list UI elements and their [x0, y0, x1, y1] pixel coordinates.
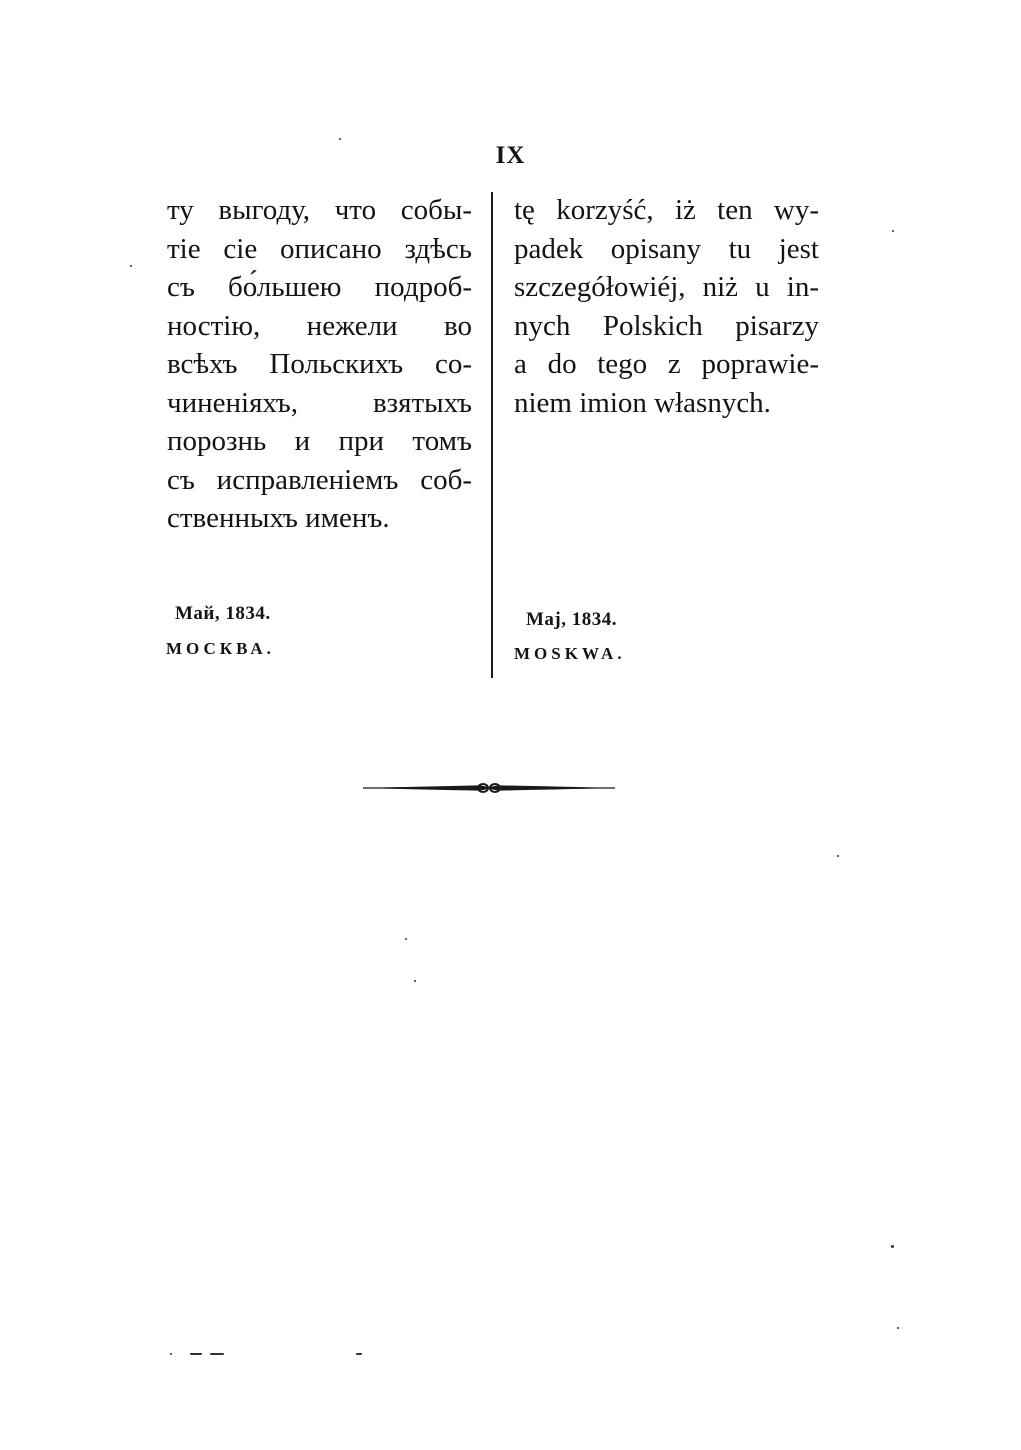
text-line: съ исправленіемъ соб- — [167, 463, 472, 496]
text-line: niem imion własnych. — [514, 386, 771, 419]
scan-speck — [210, 1353, 224, 1355]
text-line: ту выгоду, что собы- — [167, 194, 472, 226]
russian-text-column — [167, 191, 472, 538]
scan-speck — [405, 938, 407, 940]
text-line: съ бо́льшею подроб- — [167, 271, 472, 303]
text-line: padek opisany tu jest — [514, 232, 819, 265]
text-line: szczegółowiéj, niż u in- — [514, 271, 819, 303]
scan-speck — [837, 855, 839, 857]
polish-date: Maj, 1834. — [526, 609, 618, 630]
scan-speck — [170, 1353, 172, 1355]
scan-speck — [897, 1327, 899, 1329]
text-line: ственныхъ именъ. — [167, 502, 390, 534]
text-line: порознь и при томъ — [167, 425, 472, 457]
page-number: IX — [495, 142, 526, 169]
ornament-rule-icon — [363, 777, 615, 799]
text-line: nych Polskich pisarzy — [514, 309, 819, 342]
scan-speck — [414, 980, 416, 982]
scan-speck — [891, 1245, 894, 1248]
polish-city: MOSKWA. — [514, 644, 626, 663]
scan-speck — [356, 1353, 362, 1355]
text-line: всѣхъ Польскихъ со- — [167, 348, 472, 380]
scan-speck — [190, 1353, 202, 1355]
text-line: чиненіяхъ, взятыхъ — [167, 386, 472, 419]
scan-speck — [892, 230, 894, 232]
russian-date: Май, 1834. — [175, 603, 271, 624]
scan-speck — [339, 138, 341, 140]
column-divider — [491, 192, 493, 678]
polish-text-column — [514, 191, 819, 422]
text-line: тіе сіе описано здѣсь — [167, 232, 472, 265]
text-line: a do tego z poprawie- — [514, 348, 819, 380]
scan-speck — [130, 265, 132, 267]
text-line: ностію, нежели во — [167, 309, 472, 342]
text-line: tę korzyść, iż ten wy- — [514, 194, 819, 226]
russian-city: МОСКВА. — [166, 639, 275, 658]
